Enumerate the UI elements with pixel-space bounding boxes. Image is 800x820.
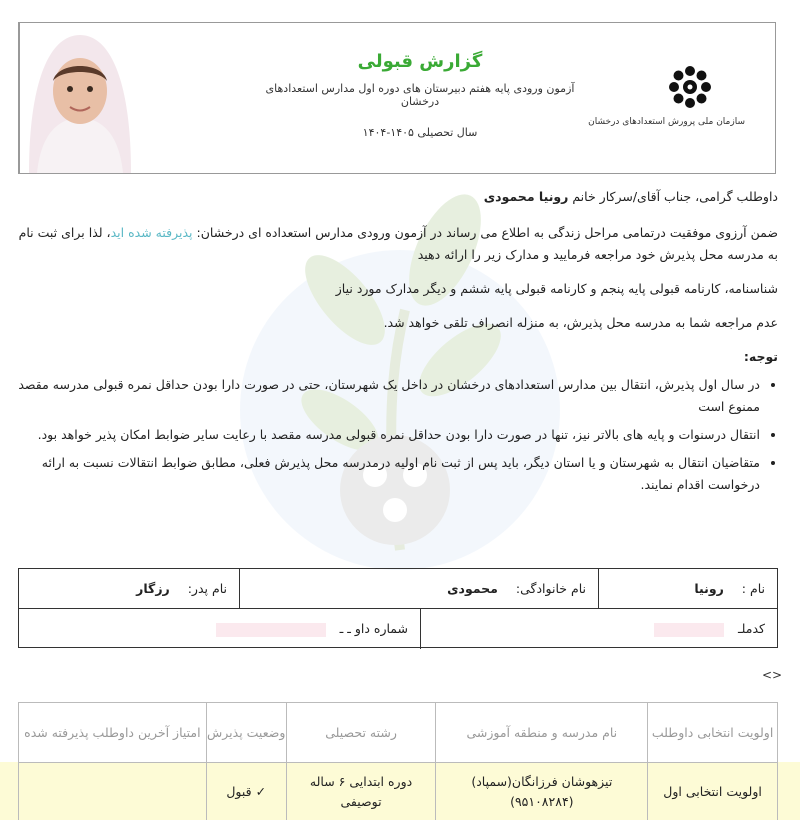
row-school: [436, 763, 648, 820]
row-field: [286, 763, 436, 820]
candidate-number-redacted: [216, 623, 326, 637]
father-name-cell: [17, 569, 239, 609]
acceptance-paragraph: ضمن آرزوی موفقیت درتمامی مراحل زندگی به اطلاع می رساند در آزمون ورودی مدارس استعداده ای درخشان: پذیرفته شده اید، لذا برای ثبت نام به مدرسه محل پذیرش خود مراجعه فرمایید و مدارک زیر را ارائه دهید: [18, 225, 778, 262]
report-header: [18, 22, 776, 174]
national-code-redacted: [654, 623, 724, 637]
header-school: نام مدرسه و منطقه آموزشی: [436, 703, 648, 763]
info-row-names: [19, 569, 777, 609]
candidate-number-label: شماره داو ـ ـ: [339, 621, 408, 636]
candidate-number-cell: [17, 609, 420, 649]
student-full-name: رونیا محمودی: [483, 189, 569, 204]
school-year: سال تحصیلی ۱۴۰۵-۱۴۰۴: [362, 126, 478, 139]
national-code-label: کدملـ: [737, 621, 765, 636]
header-priority: اولویت انتخابی داوطلب: [648, 703, 778, 763]
sampad-logo-icon: [668, 65, 712, 109]
header-status: وضعیت پذیرش: [206, 703, 286, 763]
school-name: تیزهوشان فرزانگان(سمپاد): [471, 773, 613, 789]
note-title: توجه:: [743, 349, 778, 364]
student-photo: [19, 23, 141, 173]
row-status: ✓ قبول: [206, 763, 286, 820]
warning-text: عدم مراجعه شما به مدرسه محل پذیرش، به منزله انصراف تلقی خواهد شد.: [383, 315, 778, 330]
father-name-value: رزگار: [136, 581, 170, 596]
header-field: رشته تحصیلی: [286, 703, 436, 763]
note-item: • متقاضیان انتقال به شهرستان و یا استان دیگر، باید پس از ثبت نام اولیه درمدرسه محل پذیرش فعلی، مطابق ضوابط انتقالات نسبت به ارائه درخواست اقدام نمایند.: [18, 452, 760, 496]
row-last-score: [19, 763, 207, 820]
acceptance-text-after: لذا برای ثبت نام به مدرسه محل پذیرش خود مراجعه فرمایید و مدارک زیر را ارائه دهید: [18, 225, 778, 262]
first-name-cell: [599, 569, 777, 609]
title-block: [255, 51, 585, 139]
national-code-cell: [421, 609, 777, 649]
choices-table: [18, 702, 778, 820]
row-priority: اولویت انتخابی اول: [648, 763, 778, 820]
choices-header-row: [19, 703, 778, 763]
greeting: [18, 186, 778, 208]
family-name-value: محمودی: [447, 581, 498, 596]
header-last-score: امتیاز آخرین داوطلب پذیرفته شده: [19, 703, 207, 763]
logo-caption: سازمان ملی پرورش استعدادهای درخشان: [588, 117, 745, 127]
notes-list: [18, 374, 778, 496]
report-title: گزارش قبولی: [357, 51, 483, 72]
family-name-cell: [240, 569, 598, 609]
expand-chevron[interactable]: <>: [762, 668, 783, 682]
table-row: [19, 763, 778, 820]
first-name-value: رونیا: [694, 581, 724, 596]
note-item: • در سال اول پذیرش، انتقال بین مدارس استعدادهای درخشان در داخل یک شهرستان، حتی در صورت دارا بودن حداقل نمره قبولی مدرسه مقصد ممنوع است: [18, 374, 760, 418]
letter-body: [18, 186, 778, 502]
school-code: (۹۵۱۰۸۲۸۴): [510, 793, 574, 809]
field-line-1: دوره ابتدایی ۶ ساله: [309, 773, 413, 789]
field-line-2: توصیفی: [340, 793, 382, 809]
info-row-ids: [19, 609, 777, 649]
first-name-label: نام :: [741, 581, 765, 596]
required-documents: شناسنامه، کارنامه قبولی پایه پنجم و کارنامه قبولی پایه ششم و دیگر مدارک مورد نیاز: [335, 281, 778, 296]
note-item: • انتقال درسنوات و پایه های بالاتر نیز، تنها در صورت دارا بودن حداقل نمره قبولی مدرسه مقصد با رعایت سایر ضوابط امکان پذیر خواهد بود.: [18, 424, 760, 446]
accepted-highlight: پذیرفته شده اید: [110, 225, 193, 240]
family-name-label: نام خانوادگی:: [515, 581, 586, 596]
greeting-prefix: داوطلب گرامی، جناب آقای/سرکار خانم: [572, 189, 778, 204]
student-info-table: [18, 568, 778, 648]
father-name-label: نام پدر:: [187, 581, 227, 596]
organization-logo: [588, 65, 745, 145]
acceptance-text-before: ضمن آرزوی موفقیت درتمامی مراحل زندگی به اطلاع می رساند در آزمون ورودی مدارس استعداده ای درخشان:: [196, 225, 778, 240]
report-subtitle: آزمون ورودی پایه هفتم دبیرستان های دوره اول مدارس استعدادهای درخشان: [265, 82, 575, 108]
